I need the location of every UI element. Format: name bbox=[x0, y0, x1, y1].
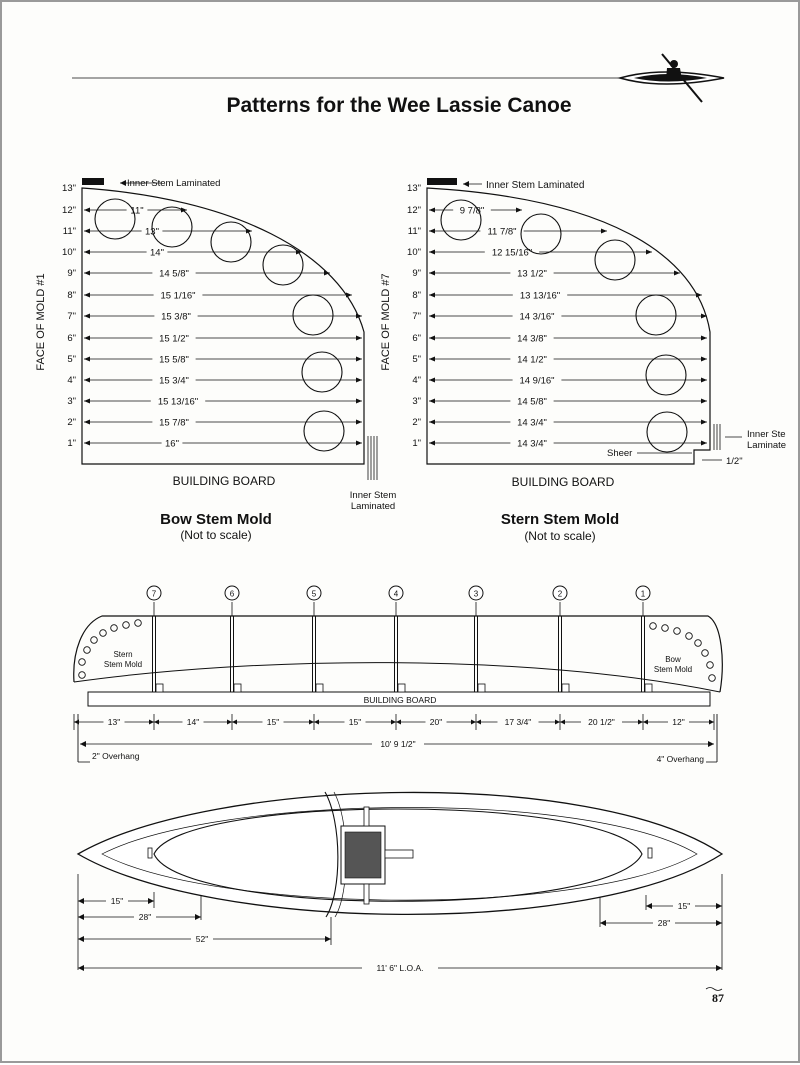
stern-building-board-label: BUILDING BOARD bbox=[511, 475, 615, 489]
bow-station-label: 10" bbox=[62, 247, 76, 258]
bow-mold-circle bbox=[263, 245, 303, 285]
stern-station-label: 6" bbox=[412, 333, 421, 344]
canoe-plan-view bbox=[78, 792, 722, 974]
stern-station-label: 7" bbox=[412, 311, 421, 322]
strongback-board-label: BUILDING BOARD bbox=[363, 695, 437, 705]
stern-mold-circle bbox=[595, 240, 635, 280]
stern-inner-stem-top-label: Inner Stem Laminated bbox=[486, 180, 585, 191]
bow-station-label: 6" bbox=[67, 333, 76, 344]
mold-spacing-label: 20 1/2" bbox=[588, 717, 615, 727]
bow-station-value: 11" bbox=[130, 205, 144, 217]
stern-inner-stem-label-1: Inner Ste bbox=[747, 429, 786, 440]
bow-circles bbox=[95, 199, 344, 451]
stern-station-label: 9" bbox=[412, 268, 421, 279]
stern-mold-circle bbox=[521, 214, 561, 254]
stern-stem-label-1: Stern bbox=[113, 650, 133, 659]
bow-station-label: 7" bbox=[67, 311, 76, 322]
bow-station-value: 14" bbox=[150, 247, 164, 259]
stern-station-rows bbox=[407, 183, 707, 450]
plan-dim-15-right: 15" bbox=[677, 901, 691, 911]
mold-number-1: 1 bbox=[640, 589, 646, 599]
bow-mold-circle bbox=[211, 222, 251, 262]
bow-station-label: 13" bbox=[62, 183, 76, 194]
bow-stem-label-1: Bow bbox=[665, 655, 681, 664]
bow-building-board-label: BUILDING BOARD bbox=[172, 474, 276, 488]
bow-inner-stem-label-1: Inner Stem bbox=[349, 490, 397, 501]
stern-station-label: 12" bbox=[407, 205, 421, 216]
bow-station-label: 3" bbox=[67, 396, 76, 407]
stern-mold-circle bbox=[647, 412, 687, 452]
bow-caption: Bow Stem Mold bbox=[160, 511, 272, 528]
stern-mold-circle bbox=[646, 355, 686, 395]
bow-mold-circle bbox=[293, 295, 333, 335]
bow-station-label: 8" bbox=[67, 290, 76, 301]
stern-inner-stem-laminate-side bbox=[714, 424, 720, 450]
stern-caption: Stern Stem Mold bbox=[500, 511, 620, 528]
stern-mold-circle bbox=[636, 295, 676, 335]
stern-station-label: 13" bbox=[407, 183, 421, 194]
mold-spacing-label: 15" bbox=[348, 717, 362, 727]
mold-spacing-label: 12" bbox=[672, 717, 685, 727]
bow-station-label: 12" bbox=[62, 205, 76, 216]
total-length: 10' 9 1/2" bbox=[380, 739, 416, 749]
bow-station-rows bbox=[62, 183, 362, 450]
bow-inner-stem-top-label: Inner Stem Laminated bbox=[127, 178, 221, 189]
bow-mold-circle bbox=[95, 199, 135, 239]
bow-station-value: 14 5/8" bbox=[159, 268, 189, 280]
bow-station-value: 15 5/8" bbox=[159, 354, 189, 366]
mold-spacing-label: 15" bbox=[266, 717, 280, 727]
mold-number-2: 2 bbox=[557, 589, 563, 599]
stern-stem-label-2: Stem Mold bbox=[103, 660, 143, 669]
plan-dim-28-right: 28" bbox=[657, 918, 671, 928]
stern-station-value: 14 3/16" bbox=[519, 311, 555, 323]
mold-spacing-dimensions bbox=[74, 714, 714, 730]
plan-loa: 11' 6" L.O.A. bbox=[376, 963, 424, 973]
bow-station-value: 13" bbox=[145, 226, 159, 238]
plan-dim-15-left: 15" bbox=[110, 896, 124, 906]
stern-station-label: 11" bbox=[407, 226, 421, 237]
stern-station-label: 10" bbox=[407, 247, 421, 258]
stern-station-value: 11 7/8" bbox=[487, 226, 517, 238]
inner-stem-laminate-block bbox=[82, 178, 104, 185]
page-title: Patterns for the Wee Lassie Canoe bbox=[226, 94, 572, 117]
bow-station-label: 11" bbox=[62, 226, 76, 237]
bow-inner-stem-laminate-side bbox=[368, 436, 377, 480]
bow-station-value: 15 3/8" bbox=[161, 311, 191, 323]
stern-inner-stem-laminate-block bbox=[427, 178, 457, 185]
sheer-value: 1/2" bbox=[726, 456, 743, 467]
mold-number-6: 6 bbox=[229, 589, 235, 599]
stern-station-value: 13 13/16" bbox=[519, 290, 561, 302]
bow-station-value: 15 1/16" bbox=[160, 290, 196, 302]
stern-station-label: 4" bbox=[412, 375, 421, 386]
stern-station-value: 13 1/2" bbox=[517, 268, 547, 280]
right-overhang-label: 4" Overhang bbox=[656, 754, 704, 764]
mold-spacing-label: 20" bbox=[429, 717, 443, 727]
stern-circles bbox=[441, 200, 687, 452]
stern-station-value: 14 3/4" bbox=[517, 417, 547, 429]
stern-station-label: 2" bbox=[412, 417, 421, 428]
bow-station-label: 9" bbox=[67, 268, 76, 279]
page-number: 87 bbox=[712, 991, 724, 1005]
mold-stations bbox=[147, 586, 652, 692]
mold-spacing-label: 17 3/4" bbox=[504, 717, 532, 727]
bow-station-label: 4" bbox=[67, 375, 76, 386]
bow-stem-label-2: Stem Mold bbox=[653, 665, 693, 674]
bow-station-label: 1" bbox=[67, 438, 76, 449]
kayak-paddler-icon bbox=[620, 54, 724, 102]
stern-station-label: 5" bbox=[412, 354, 421, 365]
bow-station-value: 16" bbox=[165, 438, 179, 450]
stern-station-value: 14 5/8" bbox=[517, 396, 547, 408]
stern-inner-stem-label-2: Laminate bbox=[747, 440, 787, 451]
bow-inner-stem-label-2: Laminated bbox=[350, 501, 396, 512]
plan-dim-28-left: 28" bbox=[138, 912, 152, 922]
stern-stem-holes bbox=[79, 620, 142, 679]
mold-number-5: 5 bbox=[311, 589, 317, 599]
stern-station-value: 14 3/8" bbox=[517, 333, 547, 345]
sheer-label: Sheer bbox=[607, 448, 633, 459]
bow-station-value: 15 7/8" bbox=[159, 417, 189, 429]
stern-subcaption: (Not to scale) bbox=[524, 529, 596, 543]
bow-station-value: 15 13/16" bbox=[157, 396, 199, 408]
bow-station-label: 5" bbox=[67, 354, 76, 365]
stern-station-value: 12 15/16" bbox=[491, 247, 533, 259]
mold-spacing-label: 14" bbox=[186, 717, 200, 727]
stern-station-value: 9 7/8" bbox=[459, 205, 485, 217]
diagram-canvas bbox=[2, 2, 800, 1065]
bow-station-label: 2" bbox=[67, 417, 76, 428]
stern-station-label: 8" bbox=[412, 290, 421, 301]
mold-number-7: 7 bbox=[151, 589, 157, 599]
mold-number-3: 3 bbox=[473, 589, 479, 599]
mold-number-4: 4 bbox=[393, 589, 399, 599]
plan-dim-52: 52" bbox=[195, 934, 209, 944]
bow-station-value: 15 3/4" bbox=[159, 375, 189, 387]
stern-station-value: 14 1/2" bbox=[517, 354, 547, 366]
stern-station-value: 14 9/16" bbox=[519, 375, 555, 387]
stern-station-label: 3" bbox=[412, 396, 421, 407]
bow-stem-mold bbox=[35, 178, 396, 542]
stern-side-label: FACE OF MOLD #7 bbox=[380, 273, 392, 371]
bow-subcaption: (Not to scale) bbox=[180, 528, 252, 542]
stern-stem-mold bbox=[380, 178, 786, 543]
bow-mold-circle bbox=[302, 352, 342, 392]
mold-spacing-label: 13" bbox=[107, 717, 121, 727]
bow-station-value: 15 1/2" bbox=[159, 333, 189, 345]
stern-station-label: 1" bbox=[412, 438, 421, 449]
stern-station-value: 14 3/4" bbox=[517, 438, 547, 450]
bow-mold-circle bbox=[304, 411, 344, 451]
strongback-side-view bbox=[74, 586, 723, 764]
bow-side-label: FACE OF MOLD #1 bbox=[35, 273, 47, 371]
left-overhang-label: 2" Overhang bbox=[92, 751, 140, 761]
